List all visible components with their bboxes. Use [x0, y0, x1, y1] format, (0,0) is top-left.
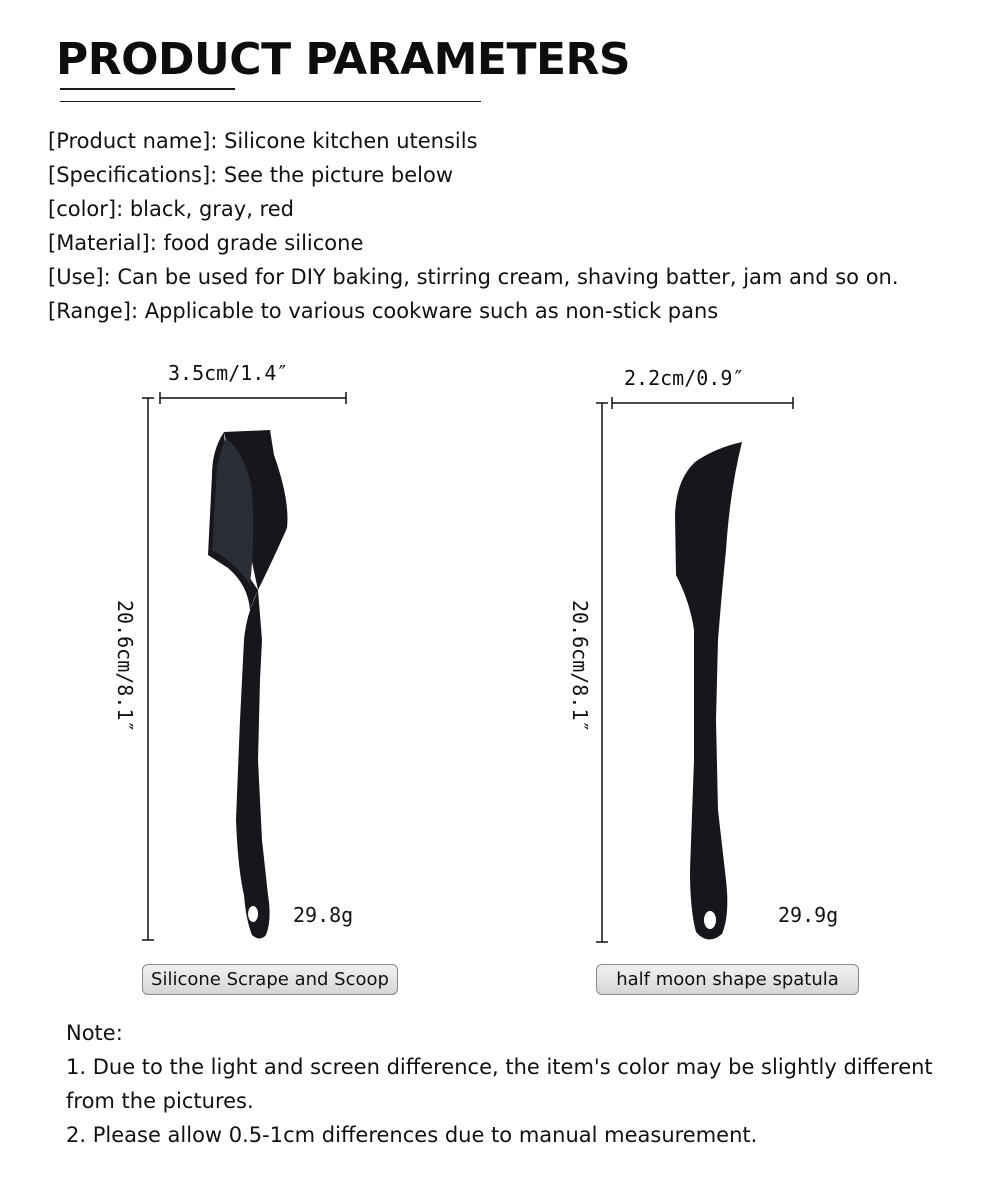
param-color: [color]: black, gray, red [48, 197, 294, 221]
product-2-hang-hole [704, 911, 716, 929]
product-2-weight: 29.9g [778, 903, 839, 927]
product-1-weight: 29.8g [293, 903, 354, 927]
note-heading: Note: [66, 1021, 123, 1045]
title-underline-short [60, 88, 235, 90]
note-line-2: 2. Please allow 0.5-1cm differences due to manual measurement. [66, 1123, 758, 1147]
product-1-width-label: 3.5cm/1.4″ [168, 361, 289, 385]
product-2-width-label: 2.2cm/0.9″ [624, 366, 745, 390]
param-specifications: [Specifications]: See the picture below [48, 163, 454, 187]
param-range: [Range]: Applicable to various cookware such as non-stick pans [48, 299, 719, 323]
title-underline-long [60, 101, 481, 102]
param-use: [Use]: Can be used for DIY baking, stirring cream, shaving batter, jam and so on. [48, 265, 899, 289]
product-2-length-label: 20.6cm/8.1″ [568, 600, 592, 733]
parameter-list [48, 124, 899, 328]
note-section [66, 1016, 946, 1152]
param-product-name: [Product name]: Silicone kitchen utensils [48, 129, 478, 153]
product-2-caption: half moon shape spatula [596, 964, 859, 995]
product-2-utensil-image [675, 442, 742, 940]
product-dimension-figure [0, 340, 1000, 960]
page-title: PRODUCT PARAMETERS [56, 34, 631, 85]
param-material: [Material]: food grade silicone [48, 231, 364, 255]
product-1-caption: Silicone Scrape and Scoop [142, 964, 398, 995]
product-1-dimensions [113, 361, 353, 940]
product-1-length-label: 20.6cm/8.1″ [113, 600, 137, 733]
product-2-dimensions [568, 366, 838, 942]
note-line-1: 1. Due to the light and screen difference, the item's color may be slightly different from the pictures. [66, 1055, 933, 1113]
